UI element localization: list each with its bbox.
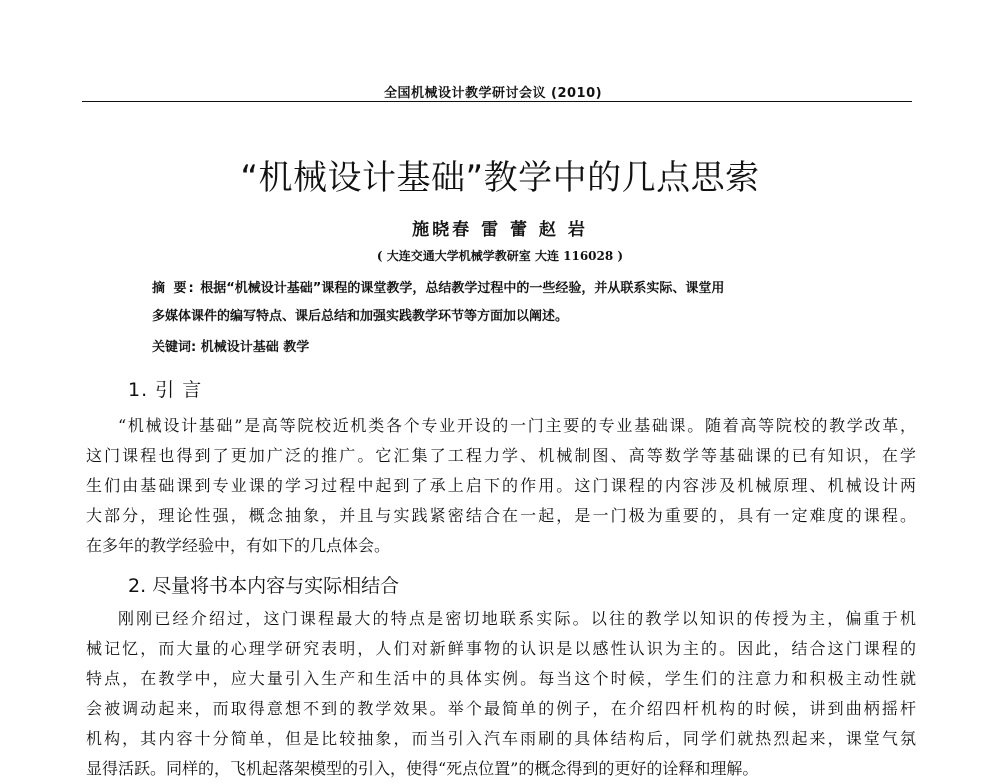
paragraph-line: 显得活跃。同样的，飞机起落架模型的引入，使得“死点位置”的概念得到的更好的诠释和理解。 — [86, 759, 759, 778]
running-head: 全国机械设计教学研讨会议 (2010) — [384, 86, 603, 101]
abstract — [152, 275, 852, 331]
keywords-text: 机械设计基础 教学 — [200, 340, 310, 355]
section-2-paragraph — [86, 604, 916, 784]
section-1-paragraph — [86, 411, 916, 561]
article-affiliation: ( 大连交通大学机械学教研室 大连 116028 ) — [376, 249, 624, 263]
section-heading-combine-practice: 2. 尽量将书本内容与实际相结合 — [128, 575, 400, 597]
paragraph-line: “机械设计基础”是高等院校近机类各个专业开设的一门主要的专业基础课。随着高等院校的教学改革， — [118, 416, 916, 435]
paragraph-line: 机构，其内容十分简单，但是比较抽象，而当引入汽车雨刷的具体结构后，同学们就热烈起来，课堂气氛 — [86, 729, 916, 748]
article-authors: 施晓春 雷 蕾 赵 岩 — [412, 220, 588, 240]
paragraph-line: 生们由基础课到专业课的学习过程中起到了承上启下的作用。这门课程的内容涉及机械原理、机械设计两 — [86, 476, 916, 495]
paragraph-line: 这门课程也得到了更加广泛的推广。它汇集了工程力学、机械制图、高等数学等基础课的已有知识，在学 — [86, 446, 916, 465]
paragraph-line: 械记忆，而大量的心理学研究表明，人们对新鲜事物的认识是以感性认识为主的。因此，结合这门课程的 — [86, 639, 916, 658]
abstract-label: 摘 要: — [152, 281, 196, 296]
paragraph-line: 特点，在教学中，应大量引入生产和生活中的具体实例。每当这个时候，学生们的注意力和积极主动性就 — [86, 669, 916, 688]
section-heading-introduction: 1. 引 言 — [128, 379, 203, 401]
paragraph-line: 刚刚已经介绍过，这门课程最大的特点是密切地联系实际。以往的教学以知识的传授为主，偏重于机 — [118, 609, 916, 628]
abstract-line — [152, 275, 852, 303]
keywords-label: 关键词: — [152, 340, 197, 355]
abstract-line: 多媒体课件的编写特点、课后总结和加强实践教学环节等方面加以阐述。 — [152, 309, 569, 324]
paragraph-line: 会被调动起来，而取得意想不到的教学效果。举个最简单的例子，在介绍四杆机构的时候，讲到曲柄摇杆 — [86, 699, 916, 718]
header-rule — [82, 101, 912, 102]
paragraph-line: 大部分，理论性强，概念抽象，并且与实践紧密结合在一起，是一门极为重要的，具有一定难度的课程。 — [86, 506, 916, 525]
article-title: “机械设计基础”教学中的几点思索 — [240, 158, 760, 198]
abstract-text: 根据“机械设计基础”课程的课堂教学，总结教学过程中的一些经验，并从联系实际、课堂用 — [200, 281, 725, 296]
paragraph-line: 在多年的教学经验中，有如下的几点体会。 — [86, 536, 391, 555]
keywords — [152, 336, 309, 355]
